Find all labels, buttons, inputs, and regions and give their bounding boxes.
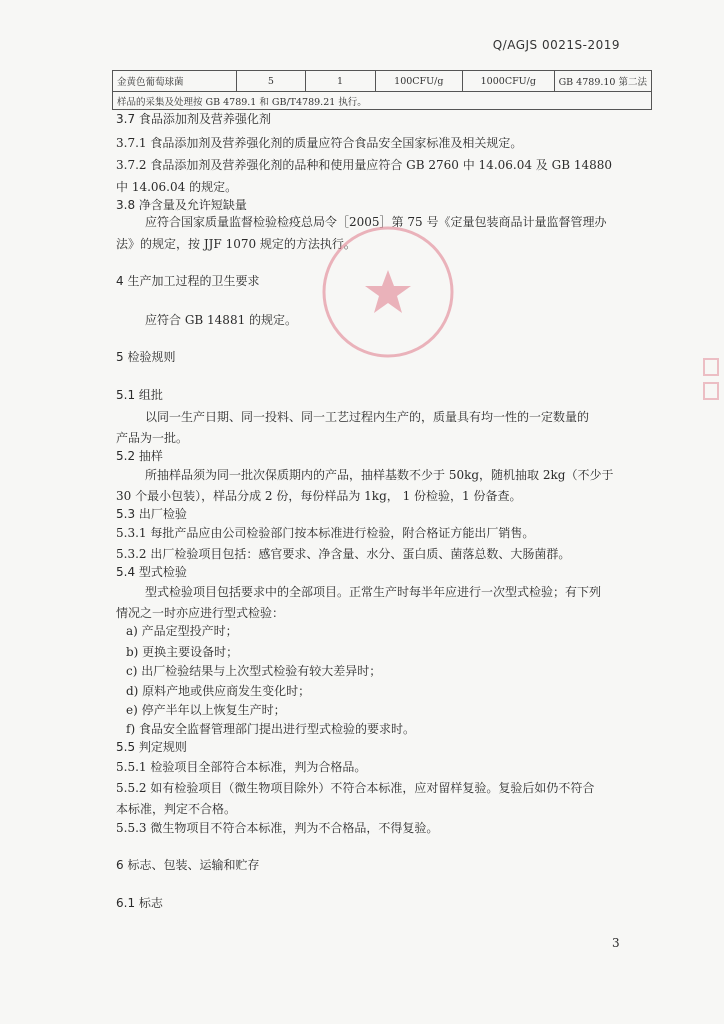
page-number: 3	[612, 936, 620, 950]
edge-stamp-fragment-icon	[702, 355, 724, 407]
list-item: d) 原料产地或供应商发生变化时；	[126, 684, 311, 698]
company-seal-icon	[318, 222, 458, 362]
list-item: c) 出厂检验结果与上次型式检验有较大差异时；	[126, 664, 382, 678]
paragraph: 30 个最小包装），样品分成 2 份，每份样品为 1kg， 1 份检验，1 份备查。	[116, 489, 522, 503]
section-heading: 3.8 净含量及允许短缺量	[116, 198, 247, 212]
paragraph: 型式检验项目包括要求中的全部项目。正常生产时每半年应进行一次型式检验；有下列	[145, 585, 602, 599]
paragraph: 情况之一时亦应进行型式检验：	[116, 606, 285, 620]
section-heading: 3.7 食品添加剂及营养强化剂	[116, 112, 271, 126]
section-heading: 5.2 抽样	[116, 449, 163, 463]
table-cell: GB 4789.10 第二法	[554, 71, 651, 92]
list-item: b) 更换主要设备时；	[126, 645, 239, 659]
section-heading: 5.1 组批	[116, 388, 163, 402]
standard-code: Q/AGJS 0021S-2019	[492, 38, 620, 52]
table-cell: 1	[305, 71, 375, 92]
paragraph: 5.3.2 出厂检验项目包括：感官要求、净含量、水分、蛋白质、菌落总数、大肠菌群。	[116, 547, 571, 561]
section-heading: 5.3 出厂检验	[116, 507, 187, 521]
paragraph: 5.5.3 微生物项目不符合本标准，判为不合格品，不得复验。	[116, 821, 439, 835]
section-heading: 6 标志、包装、运输和贮存	[116, 858, 260, 872]
paragraph: 5.5.2 如有检验项目（微生物项目除外）不符合本标准，应对留样复验。复验后如仍不符合	[116, 781, 595, 795]
paragraph: 3.7.2 食品添加剂及营养强化剂的品种和使用量应符合 GB 2760 中 14.06.04 及 GB 14880	[116, 158, 613, 172]
paragraph: 中 14.06.04 的规定。	[116, 180, 238, 194]
section-heading: 4 生产加工过程的卫生要求	[116, 274, 260, 288]
table-cell: 1000CFU/g	[463, 71, 555, 92]
section-heading: 5 检验规则	[116, 350, 176, 364]
list-item: a) 产品定型投产时；	[126, 624, 238, 638]
table-cell: 金黄色葡萄球菌	[113, 71, 237, 92]
list-item: f) 食品安全监督管理部门提出进行型式检验的要求时。	[126, 722, 415, 736]
section-heading: 5.4 型式检验	[116, 565, 187, 579]
section-heading: 6.1 标志	[116, 896, 163, 910]
paragraph: 所抽样品须为同一批次保质期内的产品，抽样基数不少于 50kg，随机抽取 2kg（不少于	[145, 468, 614, 482]
microbiology-table	[112, 70, 652, 110]
table-note: 样品的采集及处理按 GB 4789.1 和 GB/T4789.21 执行。	[113, 92, 652, 110]
table-cell: 100CFU/g	[375, 71, 462, 92]
paragraph: 应符合 GB 14881 的规定。	[145, 313, 298, 327]
paragraph: 3.7.1 食品添加剂及营养强化剂的质量应符合食品安全国家标准及相关规定。	[116, 136, 523, 150]
section-heading: 5.5 判定规则	[116, 740, 187, 754]
paragraph: 应符合国家质量监督检验检疫总局令［2005］第 75 号《定量包装商品计量监督管理办	[145, 215, 607, 229]
edge-mark-shape	[704, 383, 718, 399]
paragraph: 本标准，判定不合格。	[116, 802, 237, 816]
seal-star-icon	[365, 270, 411, 313]
table-row	[113, 71, 652, 92]
edge-mark-shape	[704, 359, 718, 375]
paragraph: 5.3.1 每批产品应由公司检验部门按本标准进行检验，附合格证方能出厂销售。	[116, 526, 535, 540]
table-note-row	[113, 92, 652, 110]
paragraph: 产品为一批。	[116, 431, 189, 445]
paragraph: 以同一生产日期、同一投料、同一工艺过程内生产的，质量具有均一性的一定数量的	[145, 410, 590, 424]
paragraph: 法》的规定，按 JJF 1070 规定的方法执行。	[116, 237, 356, 251]
table-cell: 5	[237, 71, 305, 92]
paragraph: 5.5.1 检验项目全部符合本标准，判为合格品。	[116, 760, 367, 774]
list-item: e) 停产半年以上恢复生产时；	[126, 703, 286, 717]
